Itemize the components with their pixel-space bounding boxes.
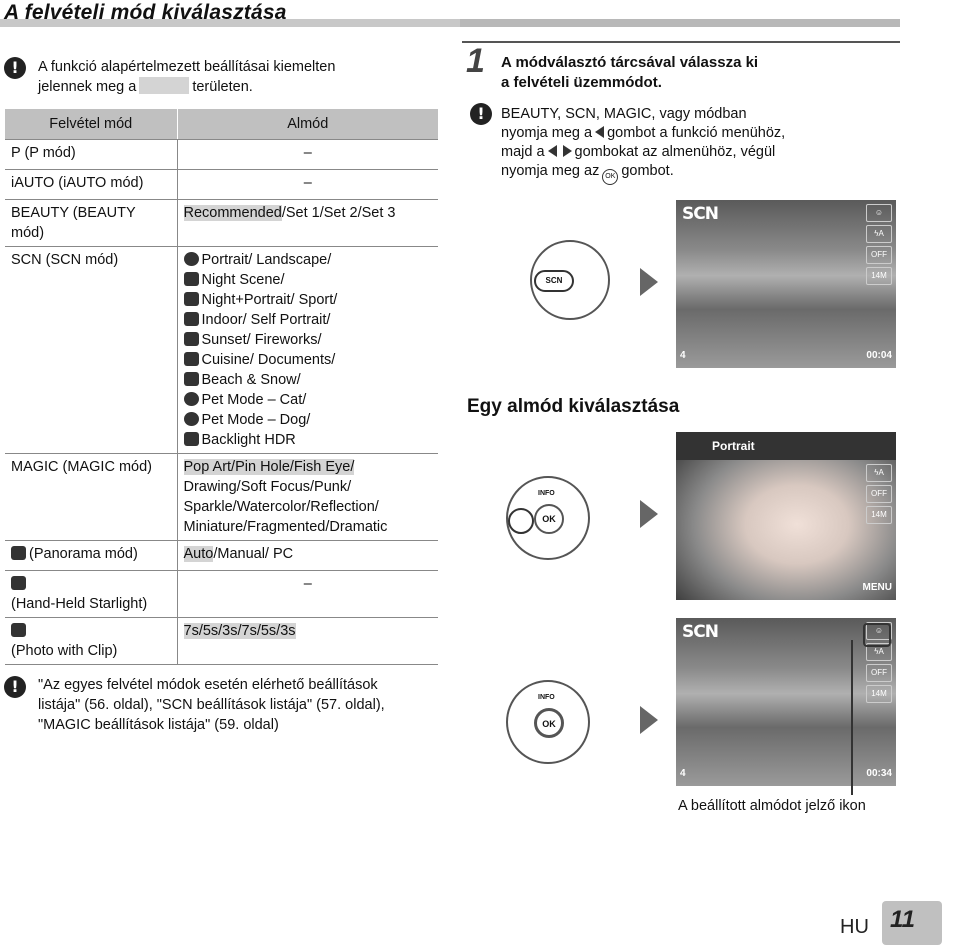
- submode-label: Portrait: [712, 439, 755, 453]
- submode-rest: /Set 1/Set 2/Set 3: [281, 204, 396, 221]
- self-timer-off-icon: OFF: [866, 664, 892, 682]
- step-instruction: [501, 53, 758, 93]
- submode-line: [184, 370, 433, 390]
- step-number: 1: [466, 42, 485, 80]
- text: gombot a funkció menühöz,: [607, 125, 786, 141]
- info-label: INFO: [538, 490, 555, 497]
- pet-dog-icon: [184, 412, 199, 426]
- control-dial-icon: [506, 680, 590, 764]
- reference-note: [38, 675, 458, 735]
- text: gombokat az almenühöz, végül: [574, 144, 776, 160]
- step-note: [501, 105, 861, 185]
- submode-cell: –: [177, 139, 438, 169]
- submode-line: [184, 430, 433, 450]
- status-bar: [680, 768, 892, 782]
- mode-cell: BEAUTY (BEAUTY mód): [5, 199, 177, 246]
- text: gombot.: [621, 163, 674, 179]
- language-code: HU: [840, 916, 869, 938]
- step-line1: A módválasztó tárcsával válassza ki: [501, 54, 759, 71]
- night-scene-icon: [184, 272, 199, 286]
- portrait-mode-icon: ☺: [866, 622, 892, 640]
- resolution-badge: 14M: [866, 685, 892, 703]
- section-rule: [462, 41, 900, 43]
- submode-text: Pop Art/Pin Hole/Fish Eye/: [183, 458, 355, 475]
- step-note-line1: BEAUTY, SCN, MAGIC, vagy módban: [501, 106, 747, 122]
- reference-note-line2: listája" (56. oldal), "SCN beállítások listája" (57. oldal),: [38, 697, 385, 713]
- right-arrow-icon: [563, 145, 572, 157]
- panorama-icon: [11, 546, 26, 560]
- table-row: [5, 246, 438, 453]
- default-submode: Recommended: [183, 204, 282, 221]
- submode-line: Drawing/Soft Focus/Punk/: [183, 478, 352, 495]
- page-title: A felvételi mód kiválasztása: [4, 1, 287, 24]
- callout-caption: A beállított almódot jelző ikon: [678, 798, 866, 814]
- submode-line: [184, 350, 433, 370]
- step-note-line3: [501, 143, 861, 162]
- submode-text: Cuisine/ Documents/: [201, 351, 336, 368]
- submode-line: [184, 270, 433, 290]
- reference-note-line3: "MAGIC beállítások listája" (59. oldal): [38, 717, 279, 733]
- submode-text: Pet Mode – Cat/: [201, 391, 307, 408]
- submode-rest: /Manual/ PC: [213, 545, 294, 562]
- clip-length-icons: 7s/5s/3s/7s/5s/3s: [183, 622, 296, 639]
- submode-cell: [177, 199, 438, 246]
- status-bar: [680, 350, 892, 364]
- intro-note-line2: [38, 77, 335, 97]
- flash-auto-icon: ϟA: [866, 225, 892, 243]
- mode-cell: [5, 570, 177, 617]
- sub-heading: Egy almód kiválasztása: [467, 396, 680, 417]
- highlight-swatch: [139, 77, 189, 94]
- reference-note-line1: "Az egyes felvétel módok esetén elérhető beállítások: [38, 677, 378, 693]
- step-line2: a felvételi üzemmódot.: [501, 74, 662, 91]
- submode-text: Night+Portrait/ Sport/: [201, 291, 338, 308]
- mode-cell: SCN (SCN mód): [5, 246, 177, 453]
- sunset-icon: [184, 332, 199, 346]
- hand-held-starlight-icon: [11, 576, 26, 590]
- submode-text: Beach & Snow/: [201, 371, 301, 388]
- scn-mode-icon: SCN: [682, 204, 718, 224]
- resolution-badge: 14M: [866, 267, 892, 285]
- photo-with-clip-icon: [11, 623, 26, 637]
- table-row: [5, 199, 438, 246]
- arrow-right-icon: [640, 268, 658, 296]
- submode-line: [184, 330, 433, 350]
- side-settings: [866, 464, 892, 527]
- shot-count: 4: [680, 350, 686, 361]
- left-arrow-icon: [595, 126, 604, 138]
- resolution-badge: 14M: [866, 506, 892, 524]
- warning-icon: !: [470, 103, 492, 125]
- camera-screen-scn: [676, 200, 896, 368]
- table-row: [5, 617, 438, 664]
- status-bar: [680, 582, 892, 596]
- submode-cell: –: [177, 570, 438, 617]
- ok-button: OK: [534, 504, 564, 534]
- pet-cat-icon: [184, 392, 199, 406]
- intro-note: [38, 58, 335, 97]
- cuisine-icon: [184, 352, 199, 366]
- table-row: [5, 570, 438, 617]
- text: majd a: [501, 144, 545, 160]
- mode-dial-pointer: SCN: [534, 270, 574, 292]
- ok-button-icon: OK: [602, 169, 618, 185]
- submode-text: Pet Mode – Dog/: [201, 411, 311, 428]
- left-button-highlight: [508, 508, 534, 534]
- ok-button: OK: [534, 708, 564, 738]
- submode-line: [184, 310, 433, 330]
- control-dial-icon: [506, 476, 590, 560]
- indoor-icon: [184, 312, 199, 326]
- flash-auto-icon: ϟA: [866, 643, 892, 661]
- title-underline-right: [460, 19, 900, 27]
- record-time: 00:04: [866, 350, 892, 361]
- portrait-icon: [184, 252, 199, 266]
- submode-line: Sparkle/Watercolor/Reflection/: [183, 498, 379, 515]
- table-row: [5, 169, 438, 199]
- submode-text: Backlight HDR: [201, 431, 296, 448]
- default-submode: Auto: [183, 545, 214, 562]
- intro-note-line2-post: területen.: [192, 79, 253, 95]
- page-number: 11: [890, 906, 915, 933]
- arrow-right-icon: [640, 500, 658, 528]
- mode-cell: [5, 540, 177, 570]
- table-row: [5, 139, 438, 169]
- mode-cell: iAUTO (iAUTO mód): [5, 169, 177, 199]
- submode-cell: [177, 540, 438, 570]
- scn-mode-icon: SCN: [682, 622, 718, 642]
- table-row: [5, 540, 438, 570]
- submode-menu-bar: [676, 432, 896, 460]
- submode-cell: [177, 617, 438, 664]
- step-note-line2: [501, 124, 861, 143]
- text: nyomja meg a: [501, 125, 593, 141]
- portrait-mode-icon: ☺: [866, 204, 892, 222]
- submode-text: Portrait/ Landscape/: [201, 251, 332, 268]
- mode-cell: [5, 617, 177, 664]
- submode-line: [184, 410, 433, 430]
- table-header-row: [5, 109, 438, 139]
- callout-line: [851, 640, 853, 795]
- menu-label: MENU: [862, 582, 892, 593]
- intro-note-line2-pre: jelennek meg a: [38, 79, 137, 95]
- submode-line: [184, 457, 433, 477]
- mode-text: (Photo with Clip): [11, 642, 118, 659]
- warning-icon: !: [4, 57, 26, 79]
- shot-count: 4: [680, 768, 686, 779]
- step-note-line4: [501, 162, 861, 185]
- backlight-hdr-icon: [184, 432, 199, 446]
- mode-dial-icon: [530, 240, 610, 320]
- intro-note-line1: A funkció alapértelmezett beállításai kiemelten: [38, 59, 336, 75]
- record-time: 00:34: [866, 768, 892, 779]
- side-settings: [866, 204, 892, 288]
- submode-line: [184, 290, 433, 310]
- submode-line: [184, 390, 433, 410]
- submode-line: [184, 250, 433, 270]
- text: nyomja meg az: [501, 163, 600, 179]
- camera-screen-portrait: [676, 432, 896, 600]
- night-portrait-icon: [184, 292, 199, 306]
- self-timer-off-icon: OFF: [866, 485, 892, 503]
- arrow-right-icon: [640, 706, 658, 734]
- warning-icon: !: [4, 676, 26, 698]
- submode-cell: [177, 246, 438, 453]
- mode-text: (Hand-Held Starlight): [11, 595, 148, 612]
- submode-indicator-highlight: [863, 623, 891, 647]
- table-header-submode: Almód: [177, 109, 438, 139]
- mode-cell: MAGIC (MAGIC mód): [5, 453, 177, 540]
- beach-snow-icon: [184, 372, 199, 386]
- self-timer-off-icon: OFF: [866, 246, 892, 264]
- table-header-mode: Felvétel mód: [5, 109, 177, 139]
- page-title-bar: [0, 0, 900, 30]
- mode-cell: P (P mód): [5, 139, 177, 169]
- submode-line: Miniature/Fragmented/Dramatic: [183, 518, 388, 535]
- table-row: [5, 453, 438, 540]
- mode-table: [5, 109, 438, 665]
- submode-text: Sunset/ Fireworks/: [201, 331, 322, 348]
- submode-cell: –: [177, 169, 438, 199]
- photo-preview: [676, 200, 896, 368]
- left-arrow-icon: [548, 145, 557, 157]
- submode-cell: [177, 453, 438, 540]
- mode-text: (Panorama mód): [29, 545, 138, 562]
- submode-text: Indoor/ Self Portrait/: [201, 311, 331, 328]
- flash-auto-icon: ϟA: [866, 464, 892, 482]
- submode-text: Night Scene/: [201, 271, 285, 288]
- info-label: INFO: [538, 694, 555, 701]
